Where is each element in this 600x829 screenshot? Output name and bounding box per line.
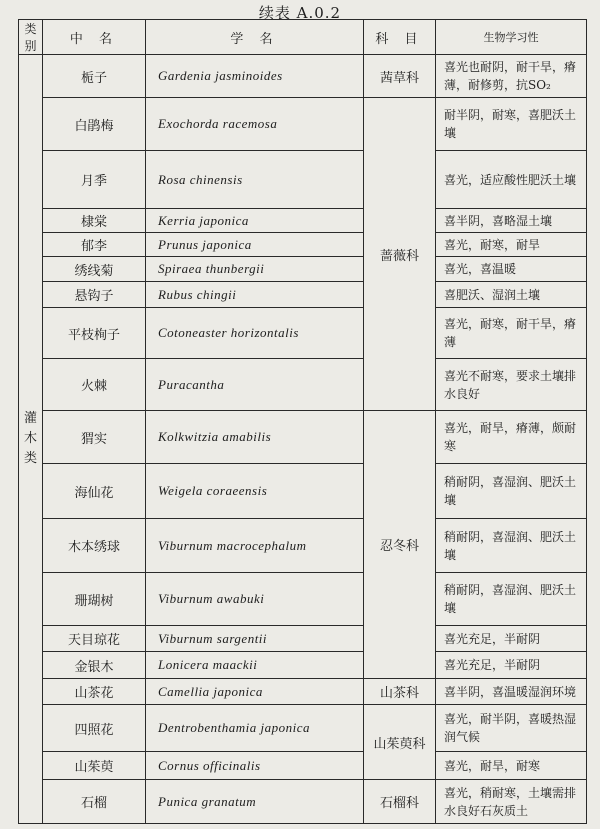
properties-cell: 喜光，喜温暖 [436,257,587,282]
scientific-name-cell: Prunus japonica [146,233,364,257]
chinese-name-cell: 金银木 [43,652,146,679]
table-row [19,752,587,780]
header-row [19,20,587,55]
table-row [19,411,587,464]
chinese-name-cell: 栀子 [43,55,146,98]
header-family: 科 目 [364,20,436,55]
chinese-name-cell: 天目琼花 [43,626,146,652]
header-scientific-name: 学 名 [146,20,364,55]
chinese-name-cell: 石榴 [43,780,146,824]
chinese-name-cell: 山茱萸 [43,752,146,780]
header-chinese-name: 中 名 [43,20,146,55]
table-row [19,209,587,233]
properties-cell: 喜光充足，半耐阴 [436,626,587,652]
properties-cell: 稍耐阴，喜湿润、肥沃土壤 [436,464,587,519]
chinese-name-cell: 火棘 [43,359,146,411]
scientific-name-cell: Lonicera maackii [146,652,364,679]
scientific-name-cell: Viburnum macrocephalum [146,519,364,573]
table-row [19,257,587,282]
scientific-name-cell: Rubus chingii [146,282,364,308]
chinese-name-cell: 白鹃梅 [43,98,146,151]
table-row [19,573,587,626]
scientific-name-cell: Kerria japonica [146,209,364,233]
category-label: 灌 木 类 [23,411,37,466]
table-row [19,519,587,573]
table-row [19,308,587,359]
properties-cell: 喜光，耐旱，瘠薄，颇耐寒 [436,411,587,464]
scientific-name-cell: Spiraea thunbergii [146,257,364,282]
scientific-name-cell: Cotoneaster horizontalis [146,308,364,359]
chinese-name-cell: 海仙花 [43,464,146,519]
family-cell: 石榴科 [364,780,436,824]
properties-cell: 稍耐阴，喜湿润、肥沃土壤 [436,573,587,626]
table-caption: 续表 A.0.2 [258,4,342,22]
scientific-name-cell: Punica granatum [146,780,364,824]
table-row [19,55,587,98]
table-row [19,679,587,705]
properties-cell: 喜光，稍耐寒，土壤需排水良好石灰质土 [436,780,587,824]
scientific-name-cell: Puracantha [146,359,364,411]
header-category: 类别 [19,20,43,55]
chinese-name-cell: 悬钩子 [43,282,146,308]
scientific-name-cell: Cornus officinalis [146,752,364,780]
scientific-name-cell: Camellia japonica [146,679,364,705]
table-row [19,464,587,519]
family-cell: 忍冬科 [364,411,436,679]
properties-cell: 喜光也耐阴，耐干旱，瘠薄，耐修剪，抗SO₂ [436,55,587,98]
shrub-table [18,19,587,824]
properties-cell: 喜光，适应酸性肥沃土壤 [436,151,587,209]
scientific-name-cell: Dentrobenthamia japonica [146,705,364,752]
table-row [19,282,587,308]
properties-cell: 稍耐阴，喜湿润、肥沃土壤 [436,519,587,573]
scientific-name-cell: Weigela coraeensis [146,464,364,519]
table-row [19,151,587,209]
scientific-name-cell: Gardenia jasminoides [146,55,364,98]
properties-cell: 喜光，耐旱，耐寒 [436,752,587,780]
table-row [19,652,587,679]
chinese-name-cell: 平枝栒子 [43,308,146,359]
chinese-name-cell: 珊瑚树 [43,573,146,626]
properties-cell: 喜光，耐半阴，喜暖热湿润气候 [436,705,587,752]
properties-cell: 喜光充足，半耐阴 [436,652,587,679]
chinese-name-cell: 木本绣球 [43,519,146,573]
table-row [19,233,587,257]
table-row [19,98,587,151]
chinese-name-cell: 四照花 [43,705,146,752]
chinese-name-cell: 月季 [43,151,146,209]
chinese-name-cell: 绣线菊 [43,257,146,282]
family-cell: 蔷薇科 [364,98,436,411]
family-cell: 山茱萸科 [364,705,436,780]
properties-cell: 喜半阴，喜略湿土壤 [436,209,587,233]
properties-cell: 喜肥沃、湿润土壤 [436,282,587,308]
properties-cell: 耐半阴，耐寒，喜肥沃土壤 [436,98,587,151]
scientific-name-cell: Rosa chinensis [146,151,364,209]
properties-cell: 喜半阴，喜温暖湿润环境 [436,679,587,705]
properties-cell: 喜光，耐寒，耐干旱，瘠薄 [436,308,587,359]
table-row [19,359,587,411]
properties-cell: 喜光不耐寒，要求土壤排水良好 [436,359,587,411]
header-properties: 生物学习性 [436,20,587,55]
scientific-name-cell: Exochorda racemosa [146,98,364,151]
scientific-name-cell: Viburnum sargentii [146,626,364,652]
chinese-name-cell: 棣棠 [43,209,146,233]
chinese-name-cell: 山茶花 [43,679,146,705]
scientific-name-cell: Kolkwitzia amabilis [146,411,364,464]
properties-cell: 喜光，耐寒，耐旱 [436,233,587,257]
table-row [19,705,587,752]
chinese-name-cell: 猬实 [43,411,146,464]
table-row [19,626,587,652]
category-cell [19,55,43,824]
scientific-name-cell: Viburnum awabuki [146,573,364,626]
chinese-name-cell: 郁李 [43,233,146,257]
family-cell: 山茶科 [364,679,436,705]
family-cell: 茜草科 [364,55,436,98]
table-row [19,780,587,824]
